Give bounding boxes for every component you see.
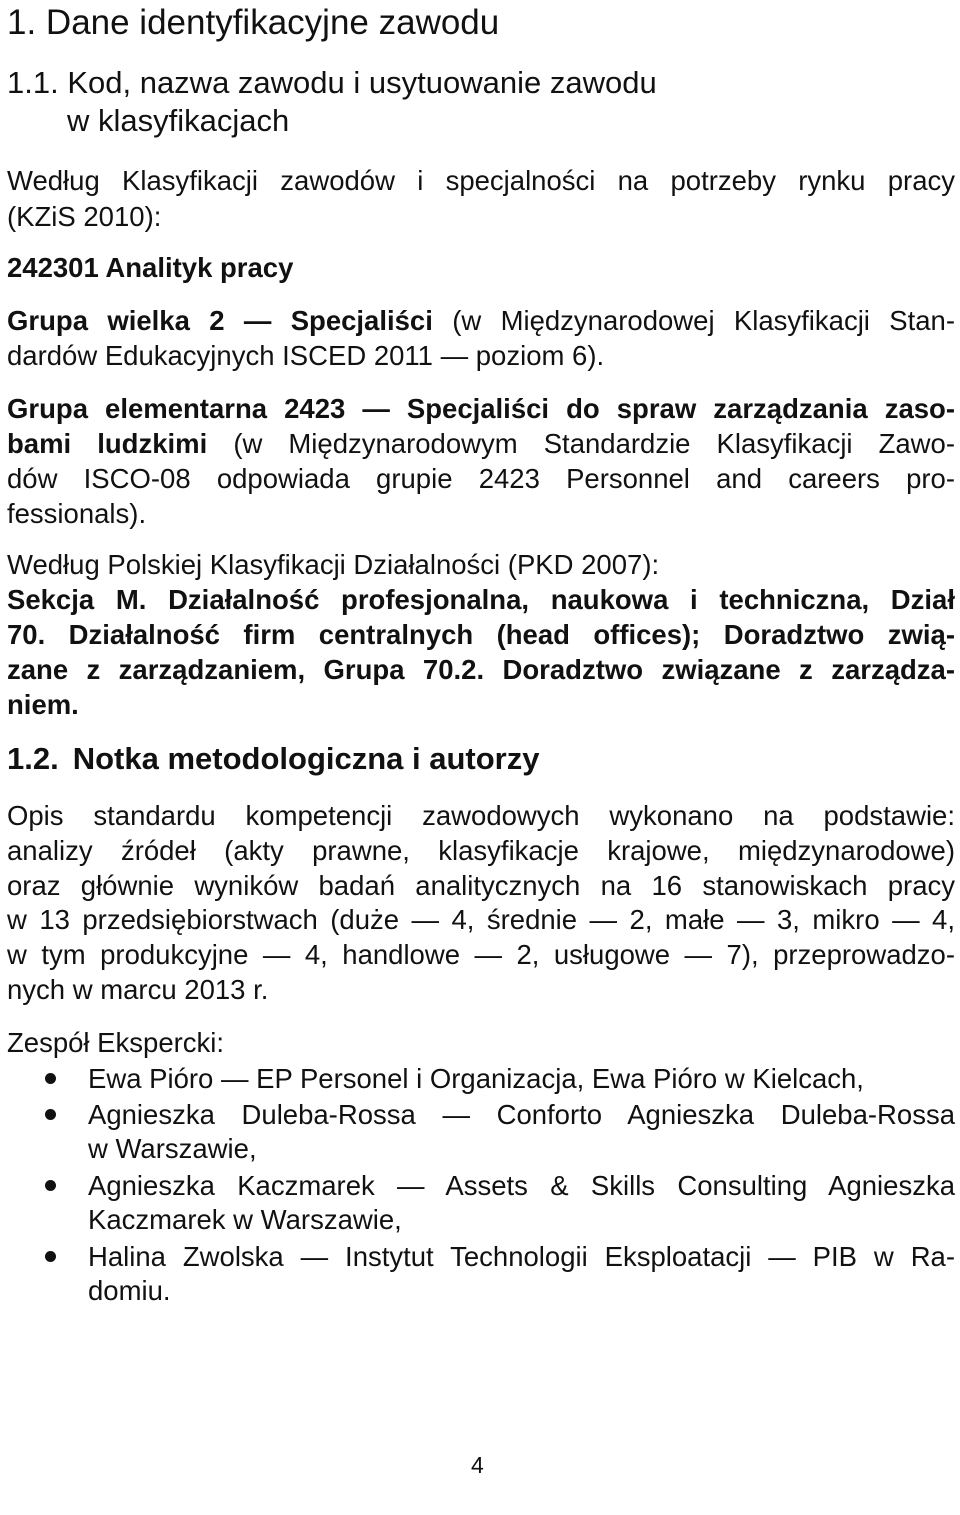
bullet-icon [45, 1109, 56, 1120]
major-group-text: (w Międzynarodowej Klasyfikacji Stan- [432, 305, 955, 336]
section-title: Notka metodologiczna i autorzy [72, 741, 540, 776]
paragraph-line [7, 427, 955, 461]
paragraph-line: nych w marcu 2013 r. [7, 974, 269, 1005]
section-heading-1-1 [7, 64, 657, 140]
paragraph-line: Według Polskiej Klasyfikacji Działalności (PKD 2007): [7, 549, 660, 580]
list-item-text: Agnieszka Duleba-Rossa — Conforto Agnieszka Duleba-Rossa [88, 1099, 955, 1130]
paragraph-line: oraz głównie wyników badań analitycznych na 16 stanowiskach pracy [7, 870, 955, 901]
paragraph-line: Według Klasyfikacji zawodów i specjalności na potrzeby rynku pracy [7, 165, 955, 196]
paragraph-line: dardów Edukacyjnych ISCED 2011 — poziom 6). [7, 340, 605, 371]
bullet-icon [45, 1073, 56, 1084]
paragraph-line: (KZiS 2010): [7, 201, 162, 232]
list-item-text: w Warszawie, [88, 1133, 257, 1164]
list-item-text: Halina Zwolska — Instytut Technologii Eksploatacji — PIB w Ra- [88, 1241, 955, 1272]
occupation-code: 242301 Analityk pracy [7, 252, 294, 283]
paragraph-line: fessionals). [7, 498, 147, 529]
list-item-text: Agnieszka Kaczmarek — Assets & Skills Consulting Agnieszka [88, 1170, 955, 1201]
expert-team-label: Zespół Ekspercki: [7, 1027, 225, 1058]
paragraph-line: w 13 przedsiębiorstwach (duże — 4, średnie — 2, małe — 3, mikro — 4, [7, 904, 955, 935]
section-heading-1-2 [7, 740, 540, 778]
bullet-icon [45, 1251, 56, 1262]
page-heading: 1. Dane identyfikacyjne zawodu [7, 3, 500, 42]
unit-group-label: bami ludzkimi [7, 428, 208, 459]
page-number: 4 [471, 1452, 484, 1478]
paragraph-line: analizy źródeł (akty prawne, klasyfikacje krajowe, międzynarodowe) [7, 835, 955, 866]
paragraph-line [7, 304, 955, 338]
paragraph-line: dów ISCO-08 odpowiada grupie 2423 Personnel and careers pro- [7, 463, 955, 494]
list-item-text: domiu. [88, 1275, 171, 1306]
section-heading-line: w klasyfikacjach [67, 103, 290, 138]
paragraph-line: zane z zarządzaniem, Grupa 70.2. Doradztwo związane z zarządza- [7, 654, 955, 685]
section-number: 1.2. [7, 741, 59, 776]
unit-group-text: (w Międzynarodowym Standardzie Klasyfikacji Zawo- [207, 428, 955, 459]
major-group-label: Grupa wielka 2 — Specjaliści [7, 305, 433, 336]
paragraph-line: w tym produkcyjne — 4, handlowe — 2, usługowe — 7), przeprowadzo- [7, 939, 955, 970]
paragraph-line: niem. [7, 689, 79, 720]
paragraph-line: 70. Działalność firm centralnych (head offices); Doradztwo zwią- [7, 619, 955, 650]
paragraph-line: Opis standardu kompetencji zawodowych wykonano na podstawie: [7, 800, 955, 831]
paragraph-line: Sekcja M. Działalność profesjonalna, naukowa i techniczna, Dział [7, 584, 955, 615]
list-item-text: Ewa Pióro — EP Personel i Organizacja, Ewa Pióro w Kielcach, [88, 1063, 864, 1094]
bullet-icon [45, 1180, 56, 1191]
paragraph-line: Grupa elementarna 2423 — Specjaliści do spraw zarządzania zaso- [7, 393, 955, 424]
list-item-text: Kaczmarek w Warszawie, [88, 1204, 402, 1235]
section-heading-line: 1.1. Kod, nazwa zawodu i usytuowanie zawodu [7, 65, 657, 100]
